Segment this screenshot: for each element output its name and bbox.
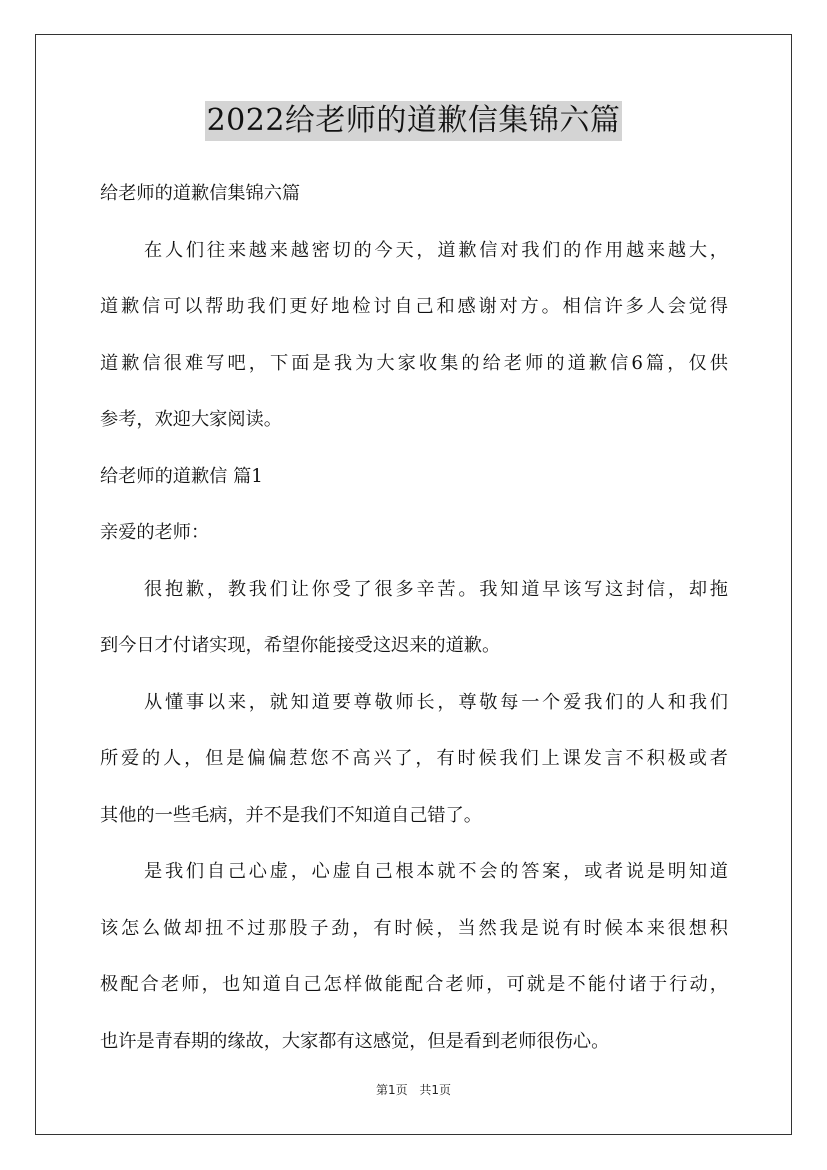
text-line: 所爱的人，但是偏偏惹您不高兴了，有时候我们上课发言不积极或者 (100, 748, 728, 769)
text-line: 从懂事以来，就知道要尊敬师长，尊敬每一个爱我们的人和我们 (144, 691, 728, 713)
title-wrapper (0, 101, 827, 141)
text-line: 极配合老师，也知道自己怎样做能配合老师，可就是不能付诸于行动， (100, 974, 728, 995)
text-line: 也许是青春期的缘故，大家都有这感觉，但是看到老师很伤心。 (100, 1030, 610, 1052)
page-number: 第1页 (375, 1083, 408, 1097)
text-line: 是我们自己心虚，心虚自己根本就不会的答案，或者说是明知道 (144, 861, 728, 882)
page-total: 共1页 (419, 1083, 452, 1097)
text-line: 在人们往来越来越密切的今天，道歉信对我们的作用越来越大， (144, 239, 728, 261)
text-line: 给老师的道歉信 篇1 (100, 465, 263, 487)
text-line: 到今日才付诸实现，希望你能接受这迟来的道歉。 (100, 635, 501, 656)
page-footer (0, 1081, 827, 1098)
text-line: 该怎么做却扭不过那股子劲，有时候，当然我是说有时候本来很想积 (100, 917, 728, 939)
text-line: 给老师的道歉信集锦六篇 (100, 183, 301, 204)
text-line: 很抱歉，教我们让你受了很多辛苦。我知道早该写这封信，却拖 (144, 578, 728, 600)
text-line: 道歉信可以帮助我们更好地检讨自己和感谢对方。相信许多人会觉得 (100, 296, 728, 317)
text-line: 亲爱的老师： (100, 522, 210, 543)
document-title: 2022给老师的道歉信集锦六篇 (205, 101, 623, 141)
text-line: 参考，欢迎大家阅读。 (100, 409, 282, 430)
text-line: 道歉信很难写吧，下面是我为大家收集的给老师的道歉信6篇，仅供 (100, 352, 728, 374)
document-body (100, 173, 740, 1077)
text-line: 其他的一些毛病，并不是我们不知道自己错了。 (100, 804, 482, 826)
